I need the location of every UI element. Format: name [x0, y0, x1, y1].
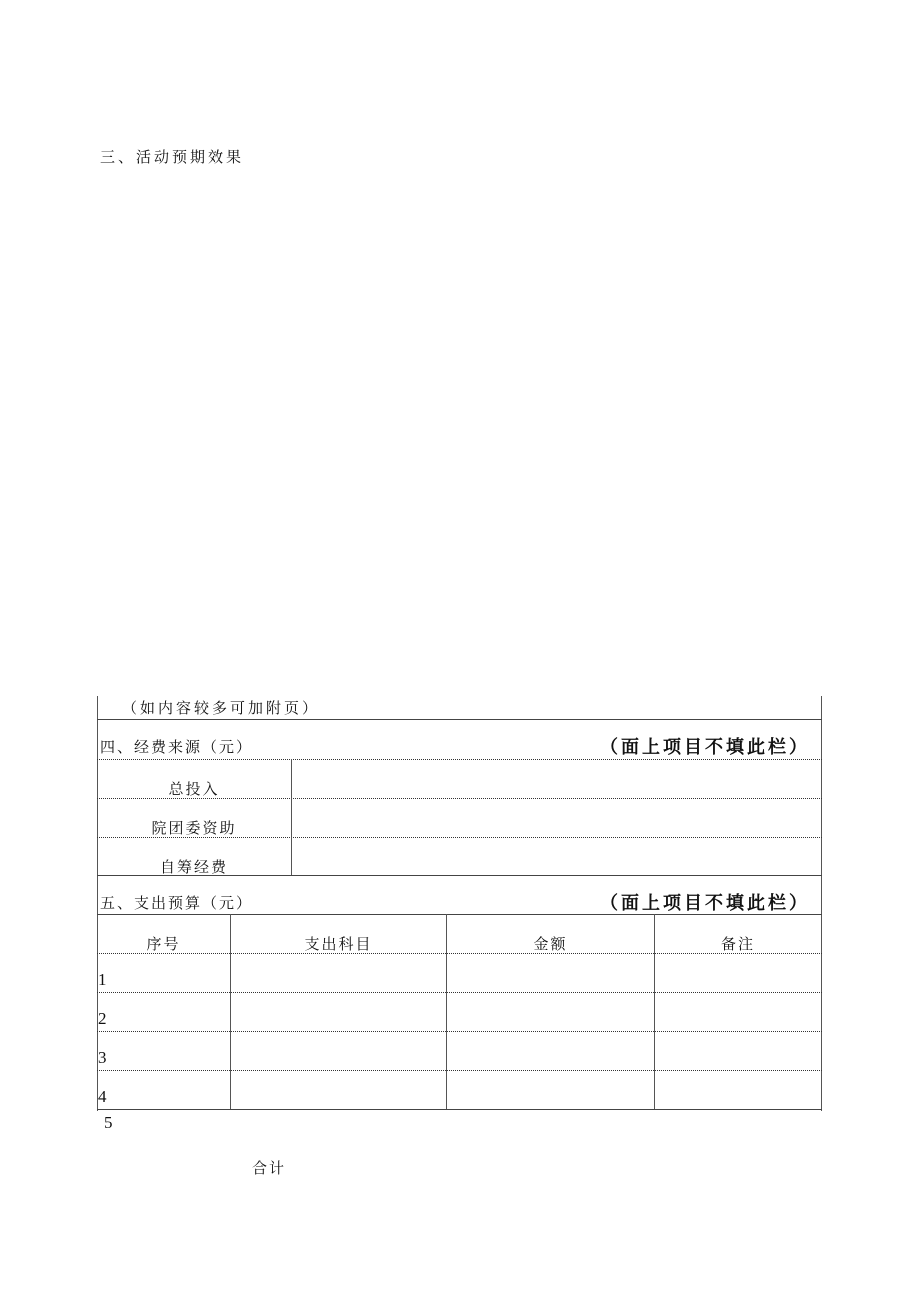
- budget-header-remark: 备注: [720, 935, 755, 953]
- budget-row-number: 4: [98, 1087, 107, 1106]
- section4-title: 四、经费来源（元）: [100, 738, 254, 756]
- funding-value-self[interactable]: [292, 838, 821, 874]
- funding-label-self: 自筹经费: [159, 858, 228, 876]
- section5-title: 五、支出预算（元）: [100, 894, 254, 912]
- budget-row-number: 2: [98, 1009, 107, 1028]
- section4-hint: （面上项目不填此栏）: [600, 737, 810, 758]
- section5-hint: （面上项目不填此栏）: [600, 893, 810, 914]
- budget-row-divider: [97, 992, 822, 993]
- budget-header-number: 序号: [146, 935, 181, 953]
- funding-label-subsidy: 院团委资助: [151, 819, 237, 837]
- funding-label-total: 总投入: [168, 780, 220, 798]
- budget-row-divider: [97, 1070, 822, 1071]
- budget-row-divider: [97, 1031, 822, 1032]
- section3-note: （如内容较多可加附页）: [122, 699, 321, 717]
- budget-table-top: [97, 914, 822, 915]
- section4-top-rule: [97, 719, 822, 720]
- budget-row-number: 3: [98, 1048, 107, 1067]
- budget-total-label: 合计: [252, 1159, 287, 1177]
- budget-header-amount: 金额: [533, 935, 568, 953]
- budget-row-number: 5: [104, 1113, 113, 1132]
- budget-table-bottom: [97, 1109, 822, 1110]
- budget-row-number: 1: [98, 970, 107, 989]
- section3-title: 三、活动预期效果: [100, 148, 245, 166]
- funding-value-subsidy[interactable]: [292, 799, 821, 836]
- funding-value-total[interactable]: [292, 760, 821, 797]
- budget-header-item: 支出科目: [304, 935, 373, 953]
